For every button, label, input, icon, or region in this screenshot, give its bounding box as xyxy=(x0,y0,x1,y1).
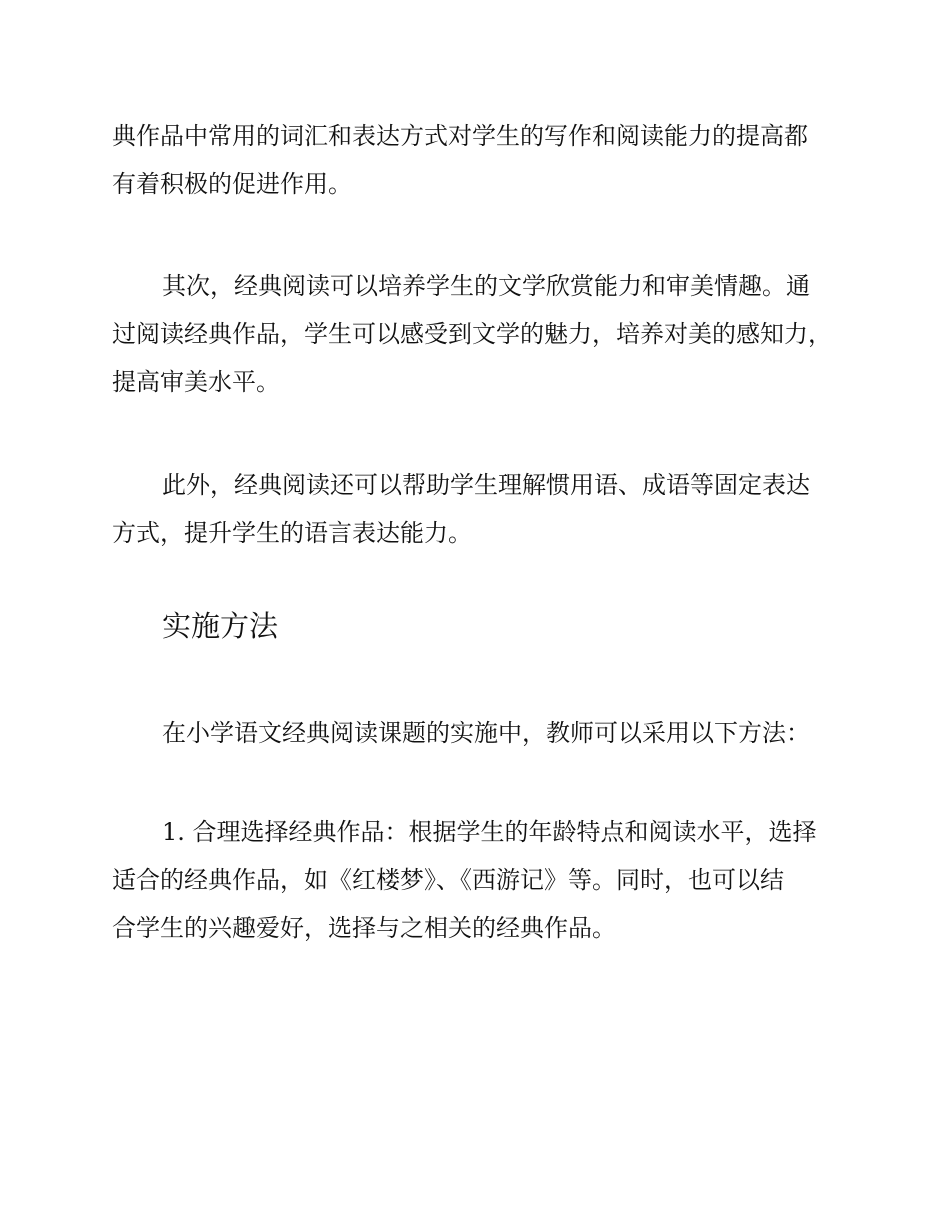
paragraph-line: 在小学语文经典阅读课题的实施中，教师可以采用以下方法： xyxy=(162,719,810,747)
paragraph-methods-intro xyxy=(112,709,838,757)
paragraph-line: 有着积极的促进作用。 xyxy=(112,170,352,198)
paragraph-line: 合学生的兴趣爱好，选择与之相关的经典作品。 xyxy=(112,914,616,942)
paragraph-line: 1. 合理选择经典作品：根据学生的年龄特点和阅读水平，选择 xyxy=(162,818,817,846)
paragraph-idioms xyxy=(112,461,838,557)
paragraph-appreciation xyxy=(112,262,838,406)
paragraph-line: 方式，提升学生的语言表达能力。 xyxy=(112,519,472,547)
paragraph-continuation xyxy=(112,112,838,208)
paragraph-line: 提高审美水平。 xyxy=(112,368,280,396)
paragraph-line: 过阅读经典作品，学生可以感受到文学的魅力，培养对美的感知力， xyxy=(112,320,832,348)
list-item-choose-works xyxy=(112,808,838,952)
paragraph-line: 其次，经典阅读可以培养学生的文学欣赏能力和审美情趣。通 xyxy=(162,272,810,300)
section-heading: 实施方法 xyxy=(162,609,279,643)
paragraph-line: 适合的经典作品，如《红楼梦》、《西游记》等。同时，也可以结 xyxy=(112,866,784,894)
paragraph-line: 典作品中常用的词汇和表达方式对学生的写作和阅读能力的提高都 xyxy=(112,122,808,150)
paragraph-line: 此外，经典阅读还可以帮助学生理解惯用语、成语等固定表达 xyxy=(162,471,810,499)
